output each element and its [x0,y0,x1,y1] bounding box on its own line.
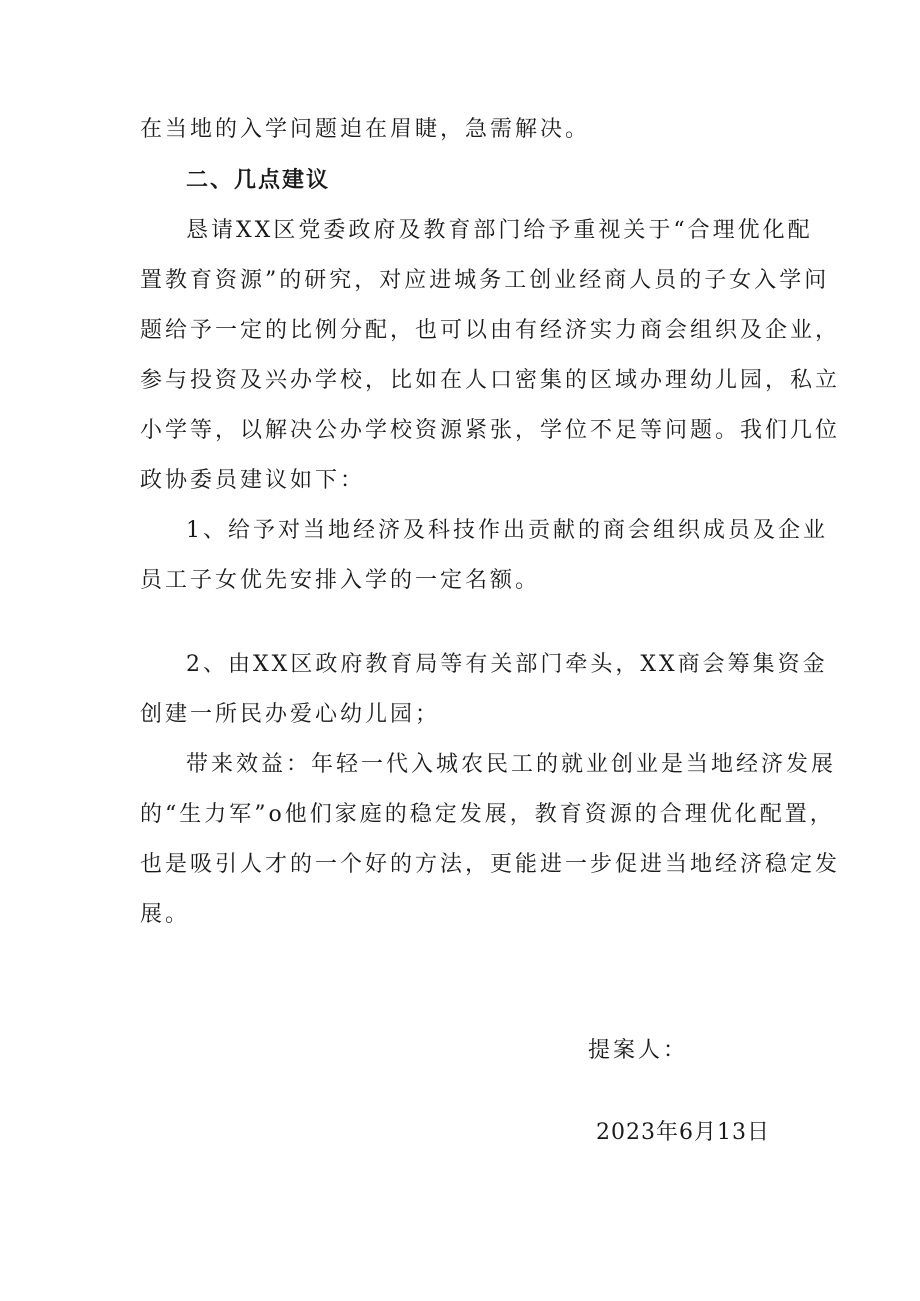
paragraph-line: 恳请XX区党委政府及教育部门给予重视关于“合理优化配 [186,218,813,243]
section-heading: 二、几点建议 [186,168,331,193]
list-item-line: 员工子女优先安排入学的一定名额。 [140,568,541,593]
paragraph-line: 在当地的入学问题迫在眉睫，急需解决。 [140,117,591,142]
list-item-line: 创建一所民办爱心幼儿园； [140,702,441,727]
document-date: 2023年6月13日 [596,1120,770,1145]
paragraph-line: 带来效益：年轻一代入城农民工的就业创业是当地经济发展 [186,752,837,777]
paragraph-line: 也是吸引人才的一个好的方法，更能进一步促进当地经济稳定发 [140,852,841,877]
paragraph-line: 的“生力军”o他们家庭的稳定发展，教育资源的合理优化配置， [140,802,835,827]
paragraph-line: 政协委员建议如下： [140,468,366,493]
paragraph-line: 参与投资及兴办学校，比如在人口密集的区域办理幼儿园，私立 [140,368,841,393]
paragraph-line: 置教育资源”的研究，对应进城务工创业经商人员的子女入学问 [140,268,830,293]
list-item-line: 2、由XX区政府教育局等有关部门牵头，XX商会筹集资金 [186,652,828,677]
paragraph-line: 小学等，以解决公办学校资源紧张，学位不足等问题。我们几位 [140,418,841,443]
paragraph-line: 题给予一定的比例分配，也可以由有经济实力商会组织及企业， [140,318,841,343]
signer-label: 提案人： [588,1038,689,1063]
paragraph-line: 展。 [140,902,191,927]
list-item-line: 1、给予对当地经济及科技作出贡献的商会组织成员及企业 [186,518,828,543]
